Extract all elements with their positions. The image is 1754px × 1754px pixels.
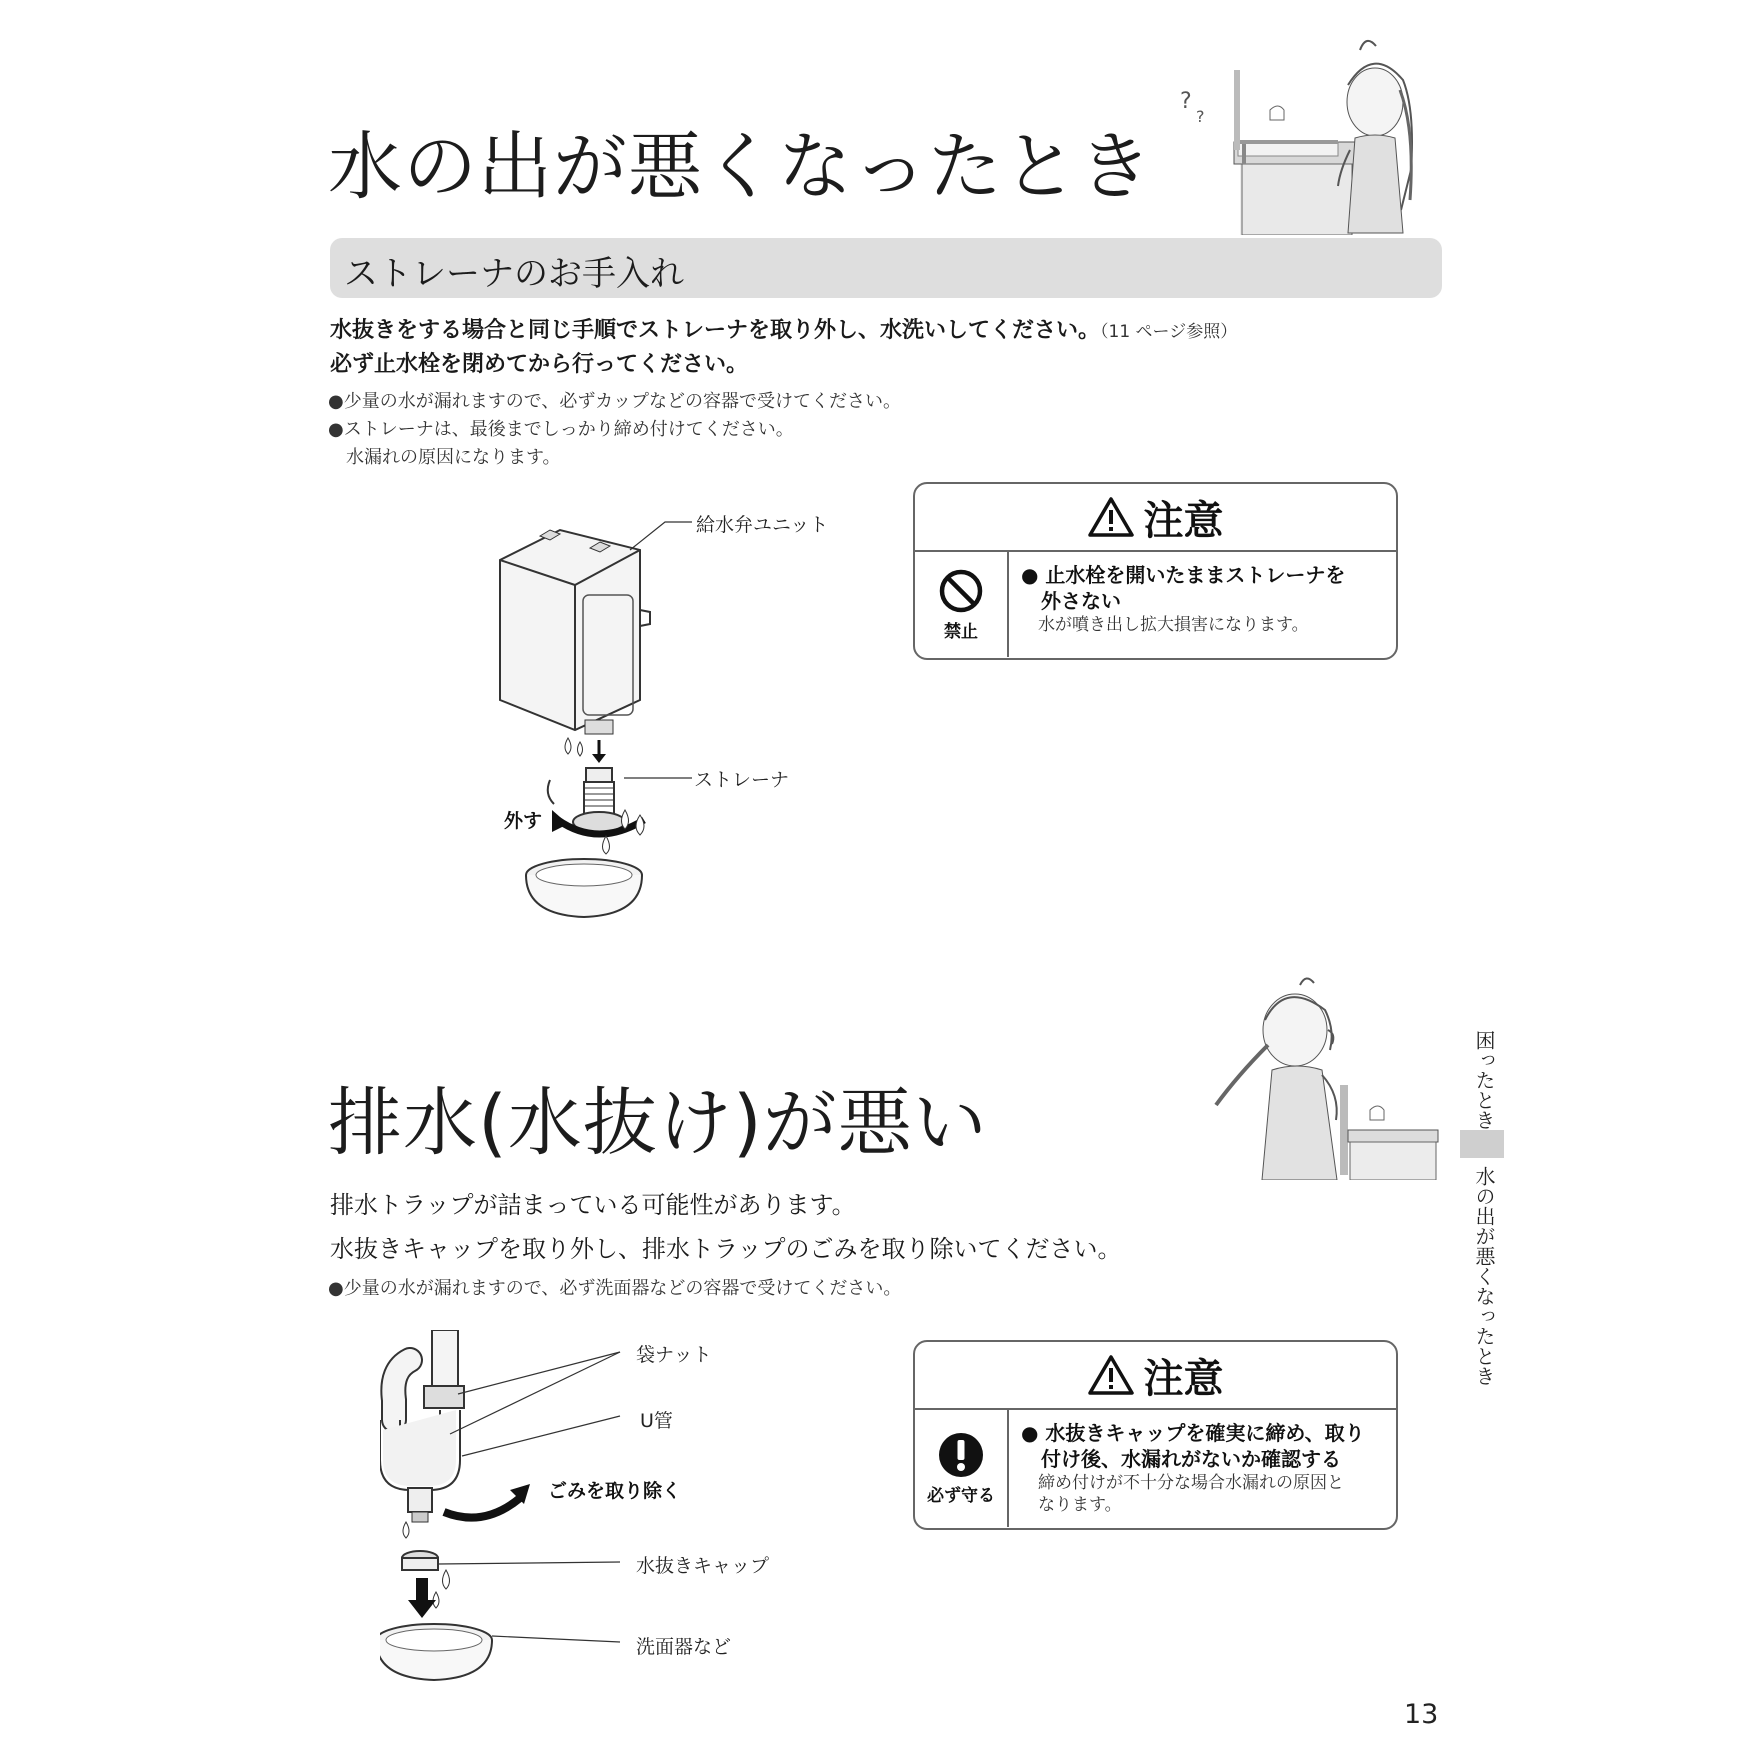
caution-text xyxy=(1009,1410,1375,1527)
section-title: 排水(水抜け)が悪い xyxy=(328,1080,988,1166)
instruction-text: 水抜きをする場合と同じ手順でストレーナを取り外し、水洗いしてください。 xyxy=(330,318,1101,343)
caution-line: 締め付けが不十分な場合水漏れの原因と xyxy=(1021,1473,1344,1493)
label-remove-dirt: ごみを取り除く xyxy=(548,1480,682,1502)
label-u-pipe: U管 xyxy=(640,1410,673,1432)
caution-line: ● 水抜きキャップを確実に締め、取り xyxy=(1021,1421,1365,1445)
caution-title: 注意 xyxy=(1143,1355,1224,1402)
illustration-woman-basin xyxy=(1170,30,1450,235)
instruction-line: 水抜きキャップを取り外し、排水トラップのごみを取り除いてください。 xyxy=(330,1235,1122,1263)
svg-text:?: ? xyxy=(1196,107,1205,126)
strainer-diagram xyxy=(480,510,820,930)
label-nut: 袋ナット xyxy=(636,1344,712,1366)
side-tab-topic xyxy=(1460,1166,1504,1396)
mandatory-icon xyxy=(937,1431,985,1479)
prohibition-icon xyxy=(937,567,985,615)
warning-triangle-icon xyxy=(1088,496,1134,538)
page-title: 水の出が悪くなったとき xyxy=(328,124,1153,210)
note-item: ●少量の水が漏れますので、必ずカップなどの容器で受けてください。 xyxy=(328,391,901,412)
caution-line: 付け後、水漏れがないか確認する xyxy=(1021,1447,1341,1471)
caution-header xyxy=(915,484,1396,552)
side-tab-topic-label: 水の出が悪くなったとき xyxy=(1472,1166,1496,1386)
note-item: ●少量の水が漏れますので、必ず洗面器などの容器で受けてください。 xyxy=(328,1278,902,1299)
instruction-line xyxy=(330,313,1237,344)
label-strainer: ストレーナ xyxy=(694,769,790,791)
note-item: 水漏れの原因になります。 xyxy=(328,447,561,468)
label-cap: 水抜きキャップ xyxy=(636,1555,770,1577)
subsection-header xyxy=(330,238,1442,298)
caution-line: ● 止水栓を開いたままストレーナを xyxy=(1021,563,1346,587)
icon-label: 禁止 xyxy=(944,622,978,642)
caution-line: なります。 xyxy=(1021,1495,1122,1515)
page-reference: （11 ページ参照） xyxy=(1100,322,1238,342)
caution-line: 水が噴き出し拡大損害になります。 xyxy=(1021,615,1309,635)
side-tab-chapter-label: 困ったとき xyxy=(1472,1030,1496,1130)
svg-text:?: ? xyxy=(1180,89,1192,114)
label-basin: 洗面器など xyxy=(636,1636,732,1658)
icon-label: 必ず守る xyxy=(927,1486,995,1506)
caution-icon-cell xyxy=(915,1410,1009,1527)
side-tab-chapter xyxy=(1460,1030,1504,1130)
caution-line: 外さない xyxy=(1021,589,1121,613)
label-remove: 外す xyxy=(504,810,543,832)
side-tab-marker xyxy=(1460,1130,1504,1158)
caution-title: 注意 xyxy=(1143,497,1224,544)
instruction-line: 排水トラップが詰まっている可能性があります。 xyxy=(330,1191,856,1219)
caution-icon-cell xyxy=(915,552,1009,657)
note-item: ●ストレーナは、最後までしっかり締め付けてください。 xyxy=(328,419,794,440)
label-valve-unit: 給水弁ユニット xyxy=(696,514,829,536)
instruction-line-2: 必ず止水栓を閉めてから行ってください。 xyxy=(330,352,749,377)
caution-text xyxy=(1009,552,1355,657)
warning-triangle-icon xyxy=(1088,1354,1134,1396)
page-number: 13 xyxy=(1404,1699,1439,1730)
caution-box xyxy=(913,482,1398,660)
subsection-title: ストレーナのお手入れ xyxy=(344,254,684,294)
illustration-woman-basin-2 xyxy=(1210,975,1450,1180)
caution-header xyxy=(915,1342,1396,1410)
caution-box xyxy=(913,1340,1398,1530)
